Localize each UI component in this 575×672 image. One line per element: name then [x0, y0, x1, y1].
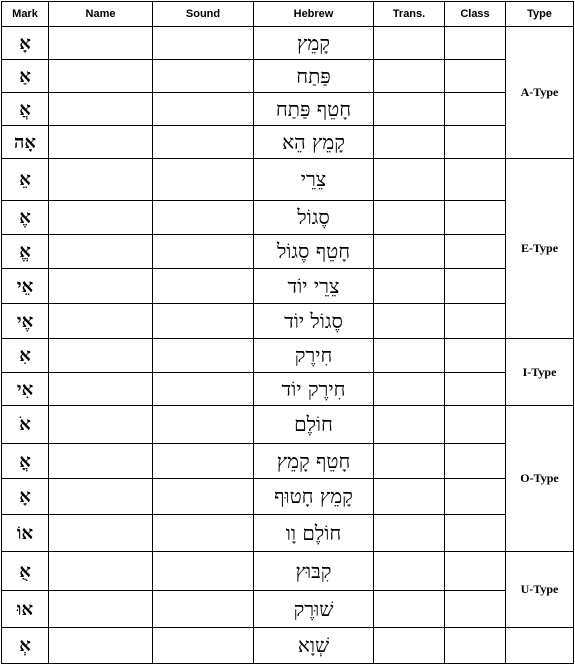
name-cell — [49, 479, 153, 515]
type-cell: E-Type — [506, 159, 574, 339]
name-cell — [49, 126, 153, 159]
sound-cell — [153, 552, 254, 591]
hebrew-cell: חָטֵף קָמֵץ — [254, 444, 374, 479]
class-header: Class — [445, 2, 506, 27]
name-cell — [49, 201, 153, 235]
table-row — [2, 552, 574, 591]
trans-cell — [374, 159, 445, 201]
sound-cell — [153, 27, 254, 60]
class-cell — [445, 201, 506, 235]
table-row — [2, 269, 574, 304]
hebrew-cell: חוֹלֶם וָו — [254, 515, 374, 552]
class-cell — [445, 339, 506, 373]
table-row — [2, 591, 574, 628]
table-row — [2, 444, 574, 479]
sound-cell — [153, 60, 254, 93]
type-cell: I-Type — [506, 339, 574, 406]
mark-cell: אֶ — [2, 201, 49, 235]
class-cell — [445, 552, 506, 591]
class-cell — [445, 479, 506, 515]
mark-cell: אֱ — [2, 235, 49, 269]
mark-cell: אַ — [2, 60, 49, 93]
sound-cell — [153, 591, 254, 628]
table-row — [2, 515, 574, 552]
sound-cell — [153, 304, 254, 339]
trans-header: Trans. — [374, 2, 445, 27]
hebrew-cell: קִבּוּץ — [254, 552, 374, 591]
sound-cell — [153, 479, 254, 515]
mark-cell: אֶי — [2, 304, 49, 339]
hebrew-cell: שׁוּרֶק — [254, 591, 374, 628]
mark-cell: אְ — [2, 628, 49, 664]
mark-cell: אִ — [2, 339, 49, 373]
table-row — [2, 304, 574, 339]
mark-cell: אֲ — [2, 93, 49, 126]
mark-cell: אֵ — [2, 159, 49, 201]
table-row — [2, 479, 574, 515]
table-row — [2, 159, 574, 201]
trans-cell — [374, 269, 445, 304]
table-row — [2, 60, 574, 93]
hebrew-cell: חִירֶק — [254, 339, 374, 373]
mark-cell: אוֹ — [2, 515, 49, 552]
hebrew-cell: קָמֵץ חָטוּף — [254, 479, 374, 515]
trans-cell — [374, 628, 445, 664]
type-cell: U-Type — [506, 552, 574, 628]
mark-cell: אֳ — [2, 444, 49, 479]
class-cell — [445, 373, 506, 406]
hebrew-cell: חָטֵף סֶגוֹל — [254, 235, 374, 269]
name-cell — [49, 60, 153, 93]
trans-cell — [374, 27, 445, 60]
mark-header: Mark — [2, 2, 49, 27]
type-cell: A-Type — [506, 27, 574, 159]
table-row — [2, 126, 574, 159]
sound-cell — [153, 628, 254, 664]
name-cell — [49, 27, 153, 60]
mark-cell: אֻ — [2, 552, 49, 591]
trans-cell — [374, 444, 445, 479]
sound-cell — [153, 93, 254, 126]
name-cell — [49, 269, 153, 304]
hebrew-cell: חָטֵף פַּתַח — [254, 93, 374, 126]
mark-cell: אִי — [2, 373, 49, 406]
hebrew-cell: צֵרֵי — [254, 159, 374, 201]
name-cell — [49, 159, 153, 201]
sound-cell — [153, 515, 254, 552]
trans-cell — [374, 515, 445, 552]
name-cell — [49, 373, 153, 406]
trans-cell — [374, 479, 445, 515]
sound-cell — [153, 406, 254, 444]
class-cell — [445, 406, 506, 444]
name-cell — [49, 444, 153, 479]
name-cell — [49, 552, 153, 591]
name-header: Name — [49, 2, 153, 27]
sound-cell — [153, 235, 254, 269]
mark-cell: אֹ — [2, 406, 49, 444]
vowel-table — [1, 1, 574, 664]
hebrew-cell: חִירֶק יוֹד — [254, 373, 374, 406]
table-body — [2, 27, 574, 664]
hebrew-cell: קָמֵץ הֵא — [254, 126, 374, 159]
hebrew-cell: צֵרֵי יוֹד — [254, 269, 374, 304]
type-header: Type — [506, 2, 574, 27]
mark-cell: אֵי — [2, 269, 49, 304]
sound-header: Sound — [153, 2, 254, 27]
trans-cell — [374, 235, 445, 269]
trans-cell — [374, 373, 445, 406]
hebrew-cell: חוֹלֶם — [254, 406, 374, 444]
sound-cell — [153, 444, 254, 479]
hebrew-cell: פַּתַח — [254, 60, 374, 93]
class-cell — [445, 515, 506, 552]
trans-cell — [374, 591, 445, 628]
name-cell — [49, 304, 153, 339]
sound-cell — [153, 373, 254, 406]
type-cell — [506, 628, 574, 664]
class-cell — [445, 444, 506, 479]
class-cell — [445, 60, 506, 93]
hebrew-cell: סֶגוֹל יוֹד — [254, 304, 374, 339]
trans-cell — [374, 339, 445, 373]
hebrew-cell: שְׁוָא — [254, 628, 374, 664]
trans-cell — [374, 201, 445, 235]
trans-cell — [374, 126, 445, 159]
name-cell — [49, 406, 153, 444]
class-cell — [445, 159, 506, 201]
name-cell — [49, 339, 153, 373]
header-row — [2, 2, 574, 27]
class-cell — [445, 591, 506, 628]
sound-cell — [153, 339, 254, 373]
name-cell — [49, 515, 153, 552]
mark-cell: אָה — [2, 126, 49, 159]
table-row — [2, 339, 574, 373]
trans-cell — [374, 93, 445, 126]
sound-cell — [153, 201, 254, 235]
type-cell: O-Type — [506, 406, 574, 552]
hebrew-cell: סֶגוֹל — [254, 201, 374, 235]
name-cell — [49, 628, 153, 664]
sound-cell — [153, 269, 254, 304]
hebrew-cell: קָמֵץ — [254, 27, 374, 60]
sound-cell — [153, 126, 254, 159]
trans-cell — [374, 304, 445, 339]
class-cell — [445, 269, 506, 304]
trans-cell — [374, 60, 445, 93]
class-cell — [445, 235, 506, 269]
table-row — [2, 406, 574, 444]
name-cell — [49, 93, 153, 126]
class-cell — [445, 27, 506, 60]
mark-cell: אָ — [2, 27, 49, 60]
table-row — [2, 93, 574, 126]
hebrew-header: Hebrew — [254, 2, 374, 27]
trans-cell — [374, 406, 445, 444]
table-row — [2, 201, 574, 235]
class-cell — [445, 628, 506, 664]
class-cell — [445, 93, 506, 126]
trans-cell — [374, 552, 445, 591]
table-row — [2, 628, 574, 664]
class-cell — [445, 304, 506, 339]
class-cell — [445, 126, 506, 159]
sound-cell — [153, 159, 254, 201]
table-row — [2, 235, 574, 269]
table-row — [2, 27, 574, 60]
mark-cell: אָ — [2, 479, 49, 515]
name-cell — [49, 235, 153, 269]
table-row — [2, 373, 574, 406]
mark-cell: אוּ — [2, 591, 49, 628]
name-cell — [49, 591, 153, 628]
